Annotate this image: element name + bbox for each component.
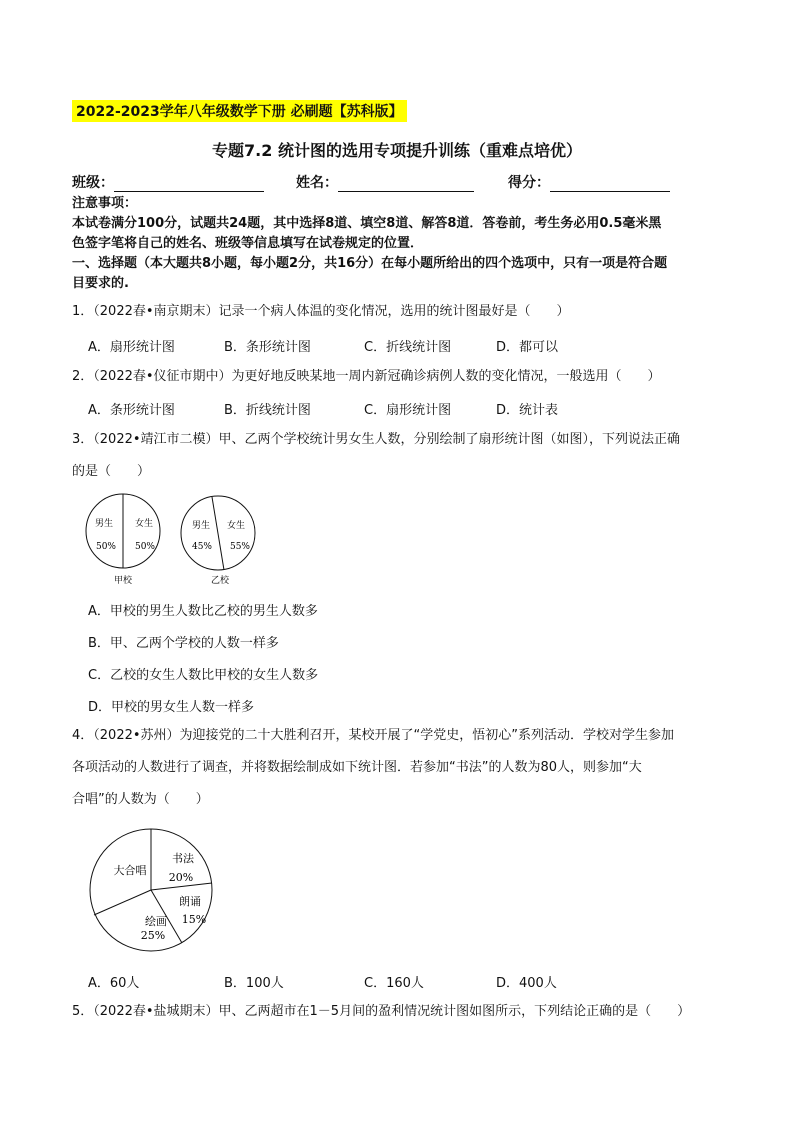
pie-yi-boys-pct: 45% bbox=[191, 542, 213, 552]
score-label: 得分： bbox=[508, 175, 550, 191]
pie-calligraphy-pct: 20% bbox=[168, 871, 194, 884]
notes-section bbox=[72, 194, 732, 294]
class-blank[interactable] bbox=[114, 177, 264, 192]
q4-option-a[interactable]: A．60人 bbox=[88, 976, 140, 991]
notes-line-1: 本试卷满分100分，试题共24题，其中选择8道、填空8道、解答8道．答卷前，考生务必用0.5毫米黑 bbox=[72, 216, 662, 231]
q3-option-a[interactable]: A．甲校的男生人数比乙校的男生人数多 bbox=[88, 604, 318, 619]
class-field[interactable] bbox=[72, 172, 264, 192]
q4-option-c[interactable]: C．160人 bbox=[364, 976, 424, 991]
class-label: 班级： bbox=[72, 175, 114, 191]
pie-calligraphy-name: 书法 bbox=[172, 852, 194, 865]
pie-yi-girls-name: 女生 bbox=[226, 521, 246, 531]
pie-chorus-name: 大合唱 bbox=[113, 864, 147, 877]
q3-option-d[interactable]: D．甲校的男女生人数一样多 bbox=[88, 700, 255, 715]
q2-option-d[interactable]: D．统计表 bbox=[496, 403, 559, 418]
q1-option-d[interactable]: D．都可以 bbox=[496, 340, 559, 355]
question-1-stem: 1．（2022春•南京期末）记录一个病人体温的变化情况，选用的统计图最好是（ ） bbox=[72, 304, 570, 319]
header-tag: 2022-2023学年八年级数学下册 必刷题【苏科版】 bbox=[72, 100, 407, 122]
score-blank[interactable] bbox=[550, 177, 670, 192]
question-4-stem-b: 各项活动的人数进行了调查，并将数据绘制成如下统计图．若参加“书法”的人数为80人，则参加“大 bbox=[72, 760, 642, 775]
pie-yi-boys-name: 男生 bbox=[191, 521, 211, 531]
pie-jia-caption: 甲校 bbox=[113, 576, 133, 586]
pie-jia-girls-pct: 50% bbox=[134, 542, 156, 552]
pie-yi-girls-pct: 55% bbox=[229, 542, 251, 552]
pie-chart-yi bbox=[181, 496, 255, 586]
pie-jia-girls-name: 女生 bbox=[134, 519, 154, 529]
section-1-intro-a: 一、选择题（本大题共8小题，每小题2分，共16分）在每小题所给出的四个选项中，只有一项是符合题 bbox=[72, 256, 668, 271]
q4-option-d[interactable]: D．400人 bbox=[496, 976, 557, 991]
question-3-stem-b: 的是（ ） bbox=[72, 464, 151, 479]
q2-option-b[interactable]: B．折线统计图 bbox=[224, 403, 311, 418]
q1-option-a[interactable]: A．扇形统计图 bbox=[88, 340, 175, 355]
question-4-stem-a: 4．（2022•苏州）为迎接党的二十大胜利召开，某校开展了“学党史，悟初心”系列活动．学校对学生参加 bbox=[72, 728, 674, 743]
q3-option-c[interactable]: C．乙校的女生人数比甲校的女生人数多 bbox=[88, 668, 319, 683]
pie-recitation-name: 朗诵 bbox=[179, 895, 201, 908]
pie-jia-boys-name: 男生 bbox=[94, 519, 114, 529]
q1-option-b[interactable]: B．条形统计图 bbox=[224, 340, 311, 355]
question-4-stem-c: 合唱”的人数为（ ） bbox=[72, 792, 209, 807]
section-1-intro-b: 目要求的. bbox=[72, 276, 129, 291]
question-5-stem: 5．（2022春•盐城期末）甲、乙两超市在1－5月间的盈利情况统计图如图所示，下列结论正确的是（ ） bbox=[72, 1004, 691, 1019]
q2-option-c[interactable]: C．扇形统计图 bbox=[364, 403, 452, 418]
pie-jia-boys-pct: 50% bbox=[95, 542, 117, 552]
notes-heading: 注意事项： bbox=[72, 196, 138, 211]
pie-recitation-pct: 15% bbox=[181, 913, 207, 926]
score-field[interactable] bbox=[508, 172, 670, 192]
name-field[interactable] bbox=[296, 172, 474, 192]
q4-pie-chart bbox=[86, 828, 226, 958]
question-2-stem: 2．（2022春•仪征市期中）为更好地反映某地一周内新冠确诊病例人数的变化情况，一般选用（ ） bbox=[72, 369, 661, 384]
q4-option-b[interactable]: B．100人 bbox=[224, 976, 284, 991]
q3-option-b[interactable]: B．甲、乙两个学校的人数一样多 bbox=[88, 636, 279, 651]
pie-yi-caption: 乙校 bbox=[210, 576, 230, 586]
name-label: 姓名： bbox=[296, 175, 338, 191]
q3-pie-charts bbox=[82, 490, 262, 590]
pie-painting-pct: 25% bbox=[140, 929, 166, 942]
pie-painting-name: 绘画 bbox=[145, 915, 167, 928]
q1-option-c[interactable]: C．折线统计图 bbox=[364, 340, 452, 355]
question-3-stem-a: 3．（2022•靖江市二模）甲、乙两个学校统计男女生人数，分别绘制了扇形统计图（如图），下列说法正确 bbox=[72, 432, 681, 447]
notes-line-2: 色签字笔将自己的姓名、班级等信息填写在试卷规定的位置． bbox=[72, 236, 424, 251]
q2-option-a[interactable]: A．条形统计图 bbox=[88, 403, 175, 418]
pie-chart-jia bbox=[86, 494, 160, 586]
page-title: 专题7.2 统计图的选用专项提升训练（重难点培优） bbox=[212, 141, 582, 160]
name-blank[interactable] bbox=[338, 177, 474, 192]
